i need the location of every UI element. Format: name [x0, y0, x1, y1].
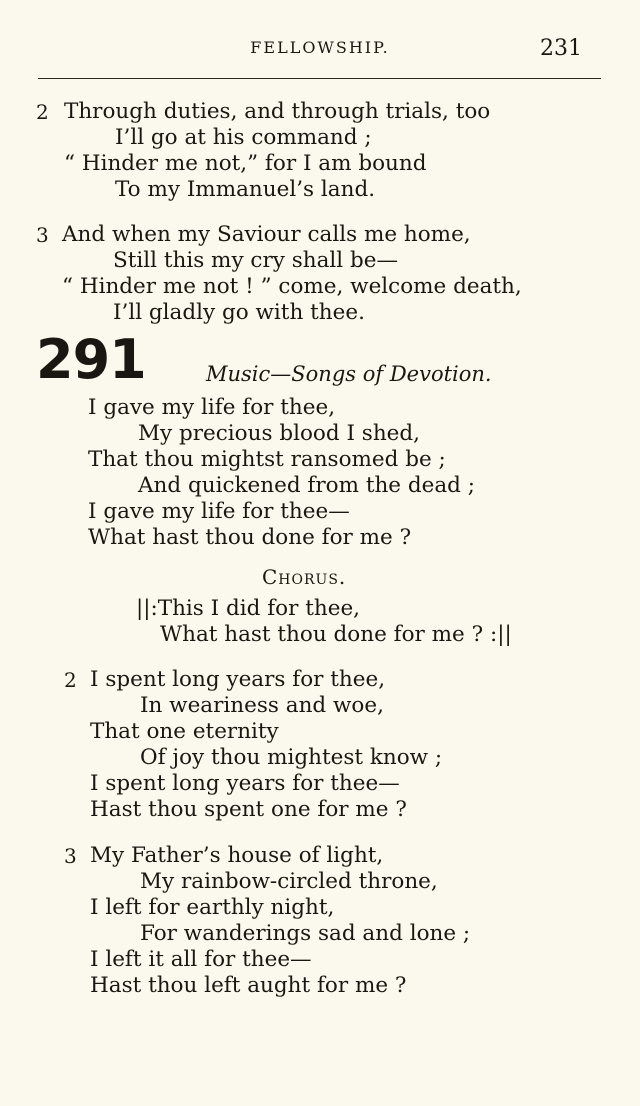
header-rule: [38, 78, 601, 79]
verse-number: 3: [36, 223, 49, 247]
verse-line: I left for earthly night,: [90, 895, 335, 920]
verse-line: My rainbow-circled throne,: [140, 869, 438, 894]
verse-line: “ Hinder me not ! ” come, welcome death,: [62, 274, 522, 299]
hymn-number: 291: [36, 328, 146, 391]
chorus-label: Chorus.: [262, 565, 347, 589]
verse-line: I spent long years for thee—: [90, 771, 400, 796]
verse-line: My Father’s house of light,: [90, 843, 384, 868]
verse-line: And when my Saviour calls me home,: [62, 222, 471, 247]
verse-line: My precious blood I shed,: [138, 421, 420, 446]
verse-line: What hast thou done for me ?: [88, 525, 412, 550]
chorus-line: What hast thou done for me ? :||: [160, 622, 512, 647]
verse-number: 2: [64, 668, 77, 692]
verse-line: I gave my life for thee,: [88, 395, 336, 420]
verse-line: I left it all for thee—: [90, 947, 312, 972]
verse-line: I’ll gladly go with thee.: [113, 300, 365, 325]
verse-line: For wanderings sad and lone ;: [140, 921, 471, 946]
verse-line: Hast thou left aught for me ?: [90, 973, 407, 998]
verse-number: 2: [36, 100, 49, 124]
verse-line: That thou mightst ransomed be ;: [88, 447, 446, 472]
verse-line: That one eternity: [90, 719, 279, 744]
chorus-line: ||:This I did for thee,: [136, 596, 361, 621]
verse-line: “ Hinder me not,” for I am bound: [64, 151, 427, 176]
verse-line: Through duties, and through trials, too: [64, 99, 491, 124]
music-attribution: Music—Songs of Devotion.: [206, 362, 492, 386]
verse-line: Of joy thou mightest know ;: [140, 745, 443, 770]
verse-line: I spent long years for thee,: [90, 667, 386, 692]
verse-line: Hast thou spent one for me ?: [90, 797, 407, 822]
page-number: 231: [540, 36, 582, 61]
verse-line: I’ll go at his command ;: [115, 125, 372, 150]
verse-line: I gave my life for thee—: [88, 499, 350, 524]
verse-number: 3: [64, 844, 77, 868]
verse-line: And quickened from the dead ;: [138, 473, 476, 498]
running-head: [0, 38, 640, 62]
verse-line: Still this my cry shall be—: [113, 248, 399, 273]
verse-line: In weariness and woe,: [140, 693, 384, 718]
verse-line: To my Immanuel’s land.: [115, 177, 376, 202]
running-title: FELLOWSHIP.: [250, 38, 390, 57]
